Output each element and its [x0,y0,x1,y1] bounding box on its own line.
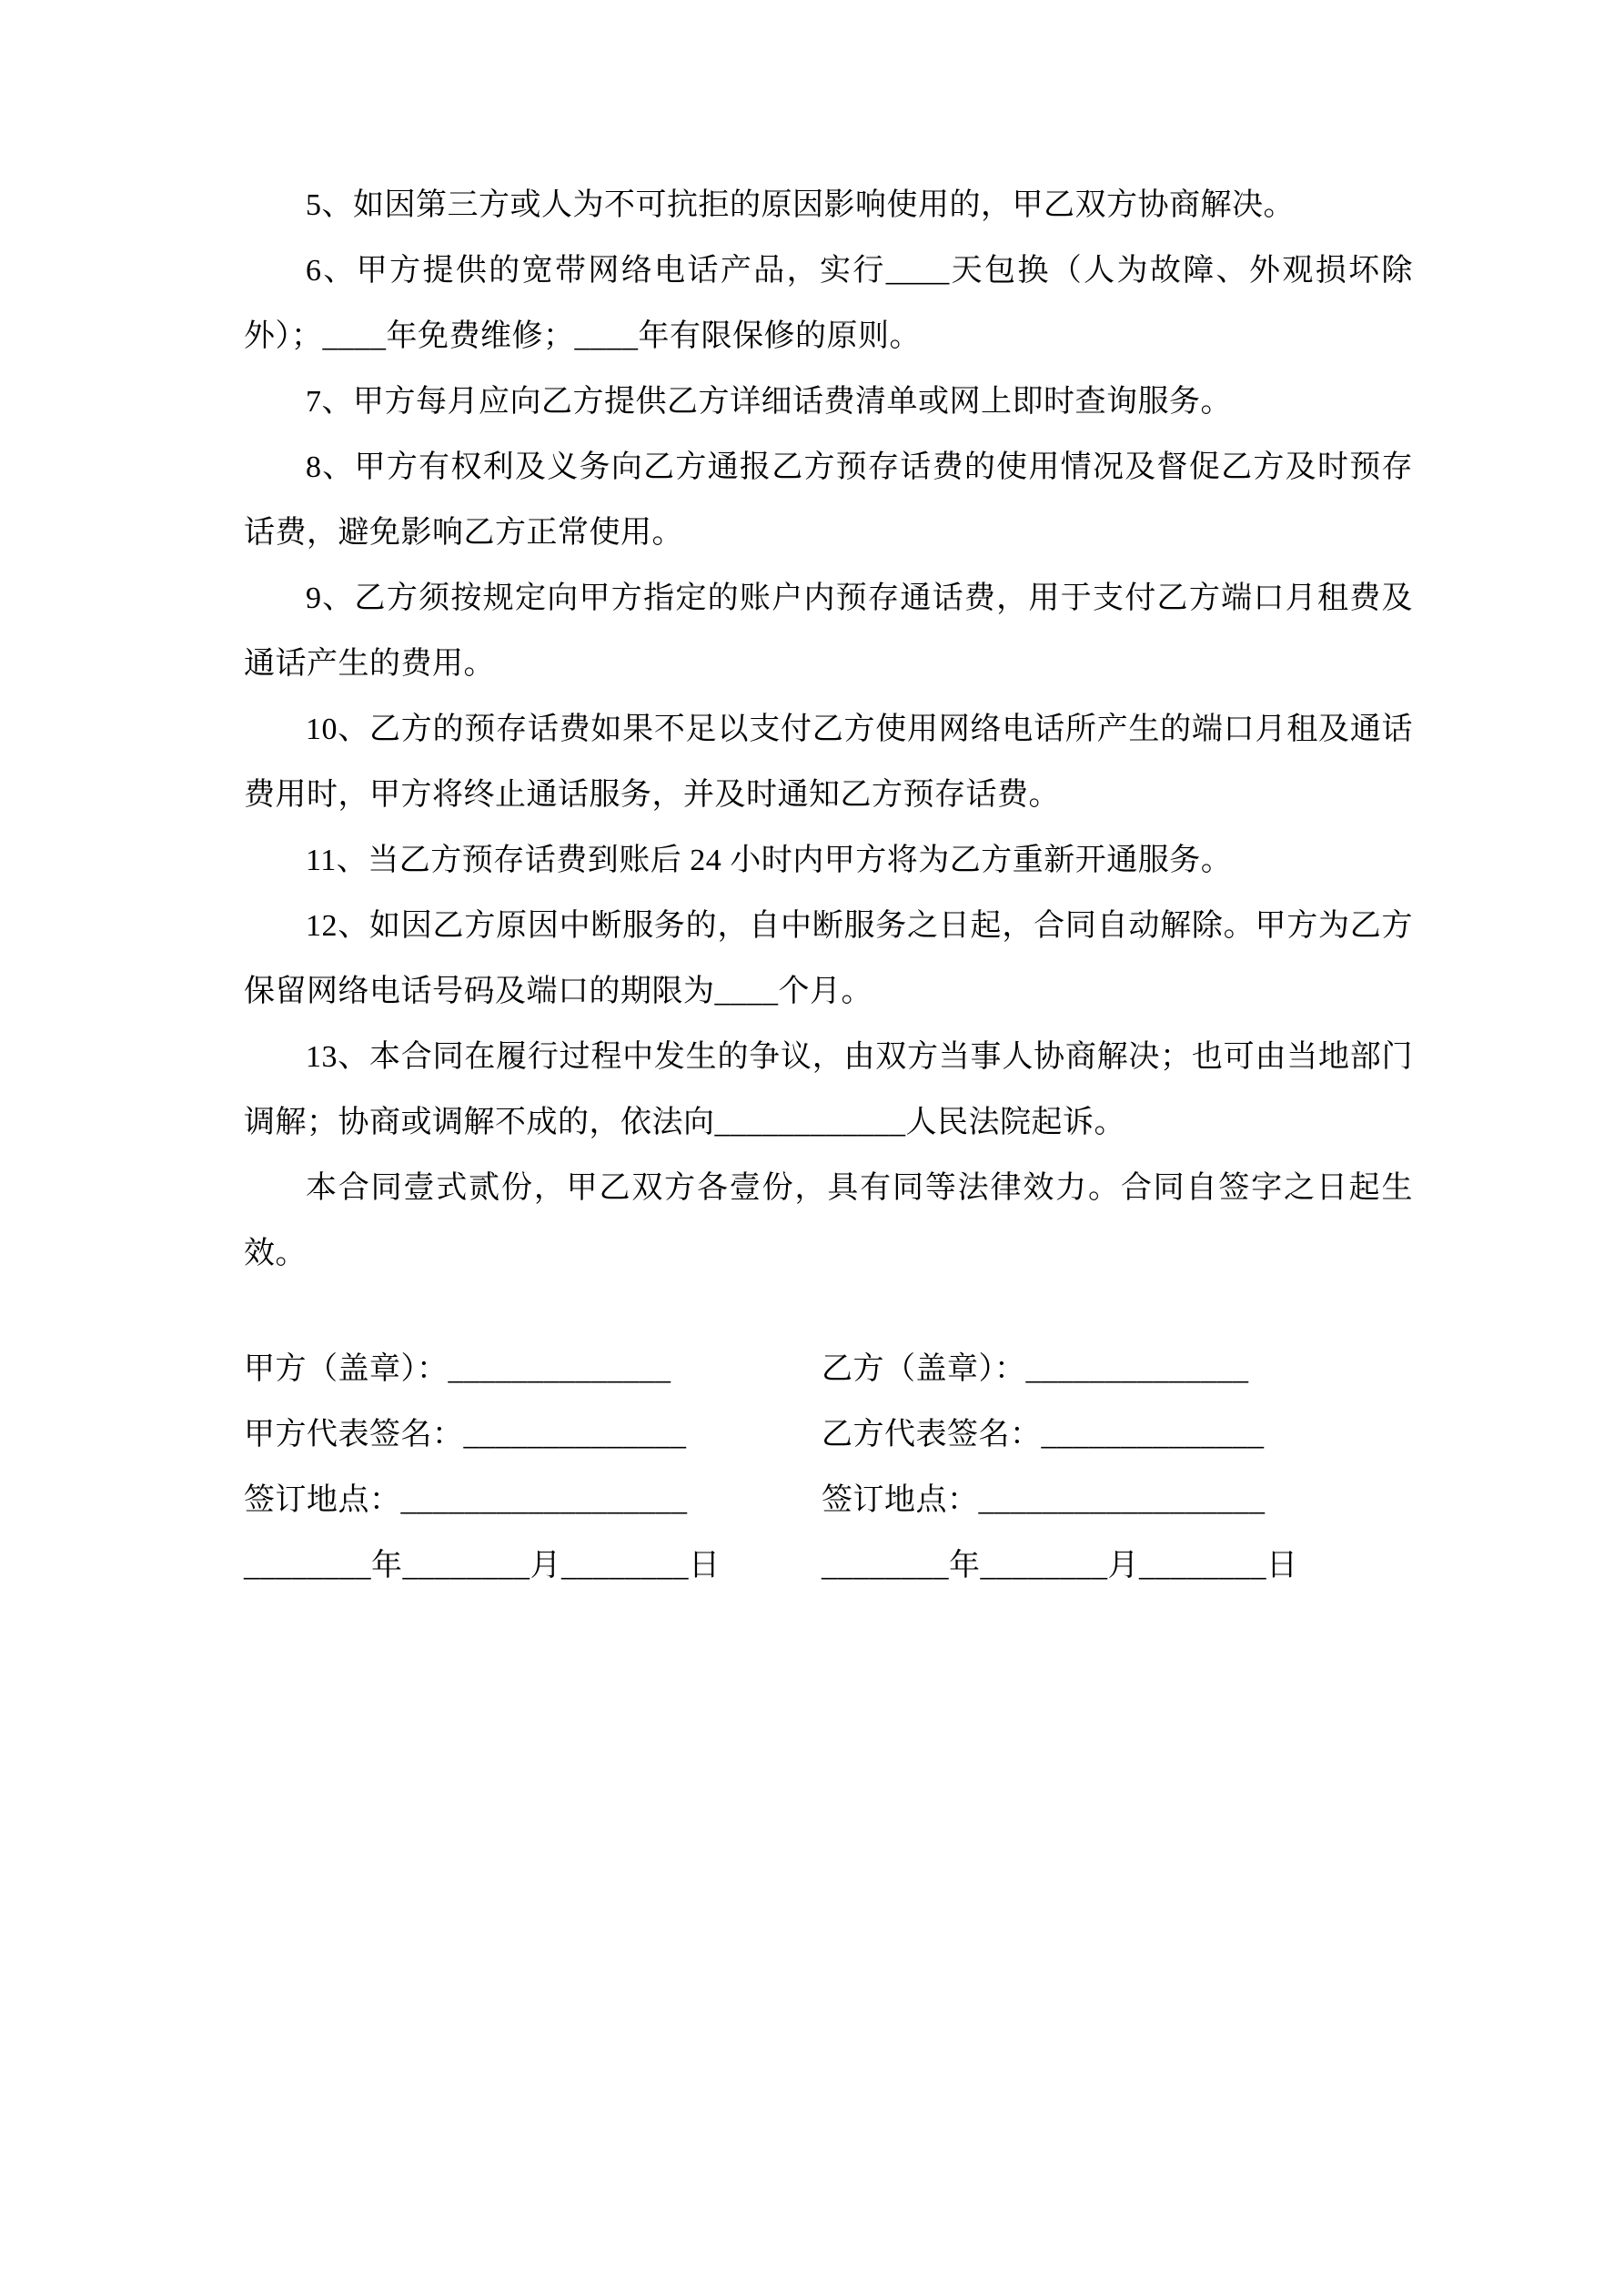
contract-clause-7: 7、甲方每月应向乙方提供乙方详细话费清单或网上即时查询服务。 [306,385,1232,419]
party-a-representative-signature-field: 甲方代表签名：______________ [244,1418,687,1451]
contract-clause-9: 9、乙方须按规定向甲方指定的账户内预存通话费，用于支付乙方端口月租费及通话产生的费用。 [244,582,1413,681]
signature-block [244,1337,1413,1599]
party-a-signing-date-field: ________年________月________日 [244,1549,721,1583]
closing-paragraph: 本合同壹式贰份，甲乙双方各壹份，具有同等法律效力。合同自签字之日起生效。 [244,1171,1413,1270]
contract-clause-5: 5、如因第三方或人为不可抗拒的原因影响使用的，甲乙双方协商解决。 [306,188,1295,222]
contract-clause-12: 12、如因乙方原因中断服务的，自中断服务之日起，合同自动解除。甲方为乙方保留网络电话号码及端口的期限为____个月。 [244,909,1413,1008]
signature-row-place [244,1468,1413,1533]
contract-clause-10: 10、乙方的预存话费如果不足以支付乙方使用网络电话所产生的端口月租及通话费用时，甲方将终止通话服务，并及时通知乙方预存话费。 [244,713,1413,812]
contract-clause-11: 11、当乙方预存话费到账后 24 小时内甲方将为乙方重新开通服务。 [306,844,1233,877]
signature-row-seal [244,1337,1413,1402]
contract-clause-13: 13、本合同在履行过程中发生的争议，由双方当事人协商解决；也可由当地部门调解；协商或调解不成的，依法向____________人民法院起诉。 [244,1040,1413,1139]
contract-clause-6: 6、甲方提供的宽带网络电话产品，实行____天包换（人为故障、外观损坏除外）；____年免费维修；____年有限保修的原则。 [244,254,1413,353]
party-b-seal-field: 乙方（盖章）：______________ [822,1352,1249,1386]
signature-row-representative [244,1402,1413,1468]
party-a-signing-place-field: 签订地点：__________________ [244,1483,688,1517]
contract-clauses [244,173,1413,1287]
party-b-signing-place-field: 签订地点：__________________ [822,1483,1266,1517]
party-b-representative-signature-field: 乙方代表签名：______________ [822,1418,1265,1451]
party-a-seal-field: 甲方（盖章）：______________ [244,1352,671,1386]
party-b-signing-date-field: ________年________月________日 [822,1549,1298,1583]
contract-clause-8: 8、甲方有权利及义务向乙方通报乙方预存话费的使用情况及督促乙方及时预存话费，避免影响乙方正常使用。 [244,450,1413,550]
signature-row-date [244,1533,1413,1599]
